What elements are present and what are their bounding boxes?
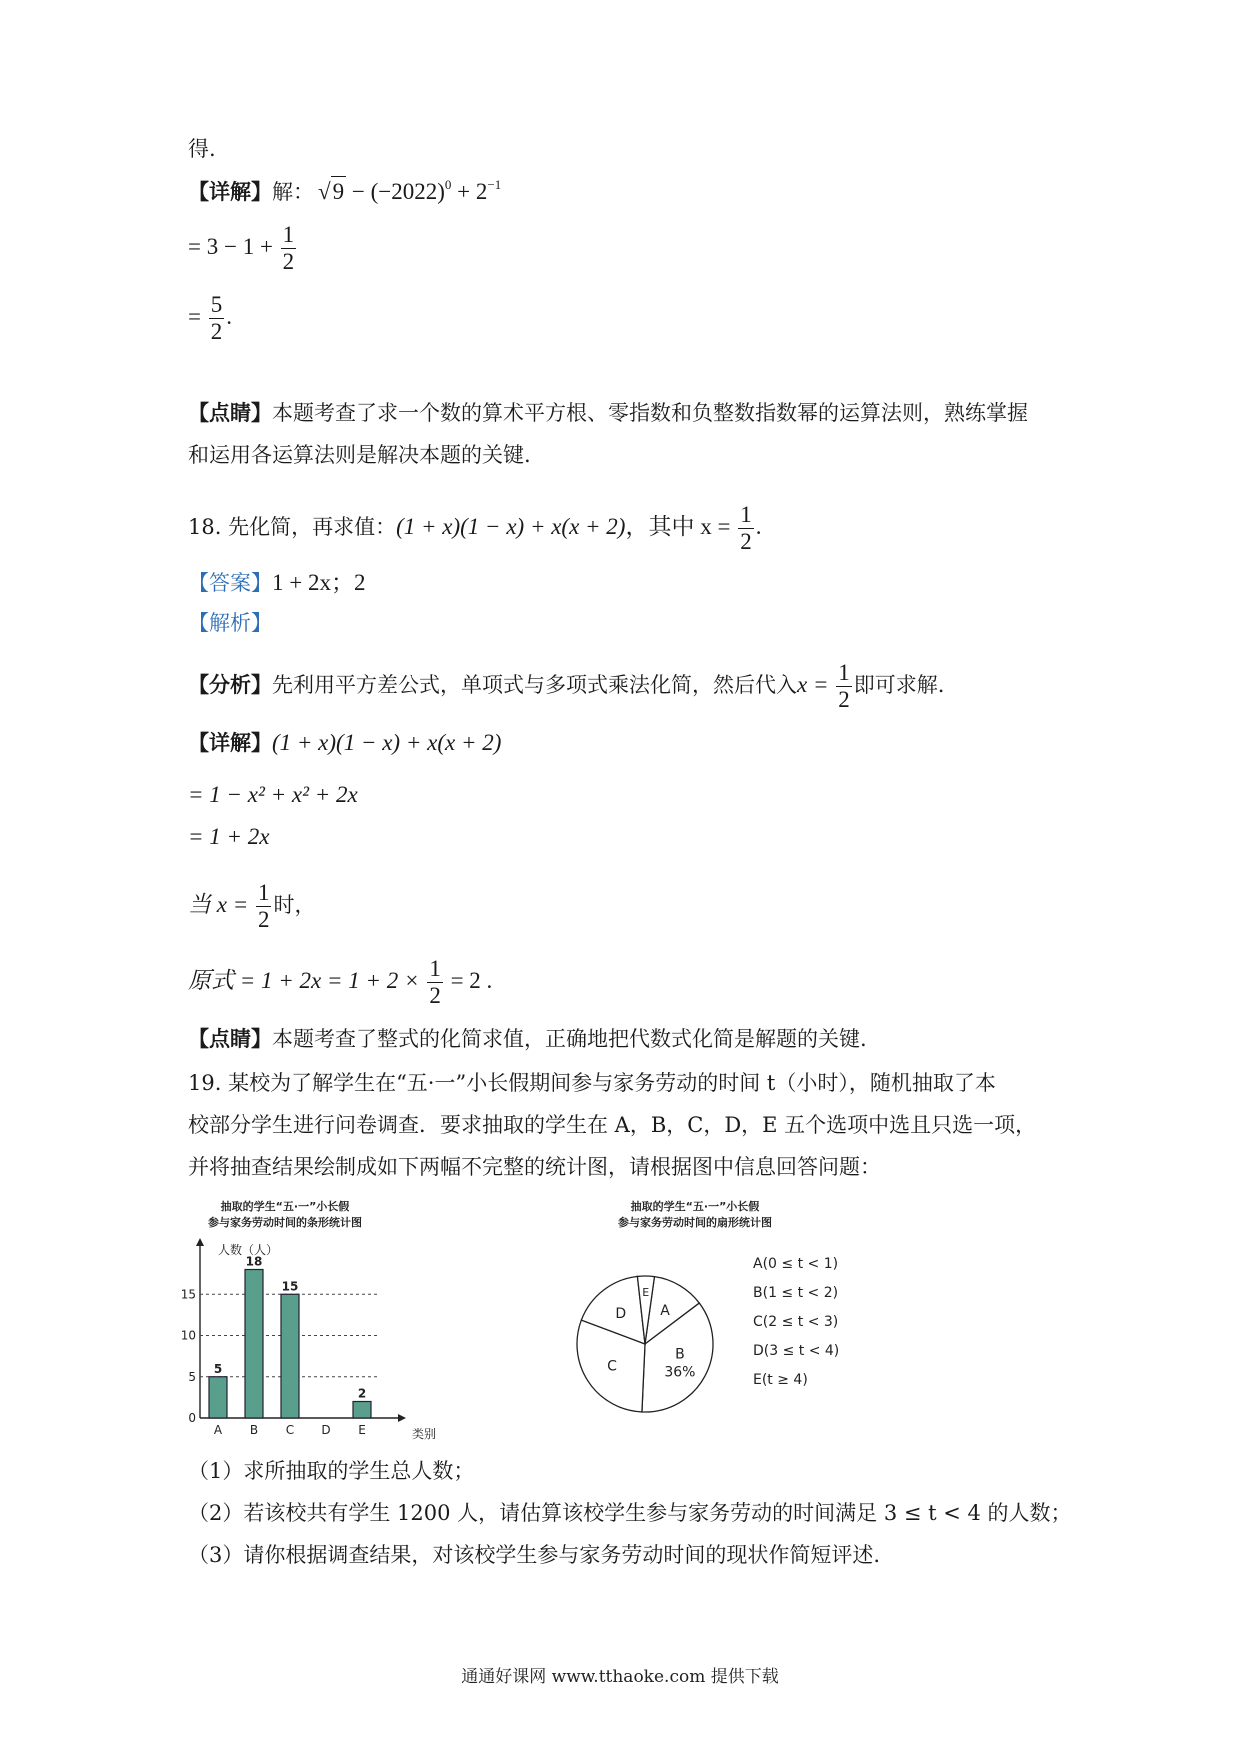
bar-data-label: 5	[213, 1361, 223, 1376]
detail-label: 【详解】	[188, 730, 272, 755]
bar-chart	[180, 1196, 460, 1446]
detail-intro: 解：	[272, 180, 314, 204]
fraction	[427, 956, 443, 1009]
step-text: =	[188, 304, 207, 329]
step-line	[188, 822, 270, 852]
detail-line	[188, 176, 501, 207]
question-condition: ，其中 x =	[625, 514, 737, 539]
question-condition: .	[755, 514, 762, 539]
numerator: 5	[210, 292, 223, 317]
y-axis-label: 人数（人）	[218, 1243, 279, 1257]
bar-data-label: 18	[245, 1254, 263, 1269]
detail-line	[188, 728, 501, 758]
pie-chart-figure	[575, 1196, 915, 1450]
bar-data-label: 2	[357, 1386, 367, 1401]
result-text: = 2 .	[444, 968, 493, 993]
numerator: 1	[257, 880, 270, 905]
step-text: .	[226, 304, 232, 329]
pie-slice-label: E	[642, 1285, 650, 1299]
denominator: 2	[740, 529, 752, 554]
text-line	[188, 134, 216, 164]
question-19-line	[188, 1152, 881, 1182]
sub-question-text: （2）若该校共有学生 1200 人，请估算该校学生参与家务劳动的时间满足 3 ≤ t < 4 的人数；	[188, 1501, 1072, 1525]
dianjing-text: 本题考查了求一个数的算术平方根、零指数和负整数指数幂的运算法则，熟练掌握	[272, 401, 1028, 425]
sub-question-3	[188, 1540, 880, 1570]
pie-legend-entry: A(0 ≤ t < 1)	[753, 1256, 839, 1272]
dianjing-label: 【点睛】	[188, 1026, 272, 1051]
dianjing-line	[188, 440, 531, 470]
step-text: = 3 − 1 +	[188, 234, 279, 259]
pie-slice-label: C	[607, 1358, 617, 1375]
answer-line	[188, 568, 365, 598]
jiexi-line	[188, 608, 272, 638]
denominator: 2	[838, 687, 850, 712]
page-footer: 通通好课网 www.tthaoke.com 提供下载	[461, 1667, 779, 1687]
pie-chart-title: 参与家务劳动时间的扇形统计图	[618, 1216, 772, 1229]
fraction	[256, 880, 272, 933]
when-line	[188, 880, 315, 933]
step-line	[188, 292, 232, 345]
fraction	[281, 222, 297, 275]
sub-question-text: （3）请你根据调查结果，对该校学生参与家务劳动时间的现状作简短评述.	[188, 1543, 881, 1567]
result-line	[188, 956, 492, 1009]
fenxi-text: 即可求解.	[853, 673, 945, 697]
sub-question-1	[188, 1456, 474, 1486]
pie-legend-entry: B(1 ≤ t < 2)	[753, 1285, 839, 1301]
answer-value: 1 + 2x；2	[272, 570, 366, 595]
denominator: 2	[210, 319, 223, 344]
question-number: 18.	[188, 515, 222, 539]
bar-chart-title: 抽取的学生“五·一”小长假	[220, 1200, 350, 1213]
bar-chart-title: 参与家务劳动时间的条形统计图	[208, 1216, 362, 1229]
fraction	[209, 292, 225, 345]
bar-data-label: 15	[281, 1279, 299, 1294]
denominator: 2	[429, 983, 441, 1008]
dianjing-text: 本题考查了整式的化简求值，正确地把代数式化简是解题的关键.	[272, 1027, 867, 1051]
sqrt-symbol: √9	[314, 176, 346, 207]
sub-question-text: （1）求所抽取的学生总人数；	[188, 1459, 475, 1483]
question-text: 先化简，再求值：	[228, 515, 397, 539]
dianjing-line	[188, 398, 1028, 428]
question-18	[188, 502, 761, 555]
x-tick-label: E	[358, 1423, 366, 1437]
pie-chart-title: 抽取的学生“五·一”小长假	[630, 1200, 760, 1213]
step-text: = 1 − x² + x² + 2x	[188, 782, 358, 807]
question-19-line	[188, 1068, 996, 1098]
when-text: 时，	[273, 893, 316, 917]
numerator: 1	[282, 222, 295, 247]
detail-expression: (1 + x)(1 − x) + x(x + 2)	[272, 730, 502, 755]
fenxi-text: 先利用平方差公式，单项式与多项式乘法化简，然后代入	[272, 673, 797, 697]
pie-slice-label: D	[615, 1305, 627, 1322]
numerator: 1	[429, 956, 441, 981]
x-tick-label: C	[285, 1423, 295, 1437]
pie-legend-entry: D(3 ≤ t < 4)	[753, 1343, 840, 1359]
expr-part: + 2	[451, 179, 488, 204]
dianjing-line	[188, 1024, 867, 1054]
pie-slice-label: B	[675, 1346, 685, 1363]
dianjing-label: 【点睛】	[188, 400, 272, 425]
fenxi-line	[188, 660, 944, 713]
question-text: 校部分学生进行问卷调查．要求抽取的学生在 A，B，C，D，E 五个选项中选且只选一项，	[188, 1113, 1037, 1137]
dianjing-text: 和运用各运算法则是解决本题的关键.	[188, 443, 531, 467]
x-axis-arrow	[398, 1414, 406, 1422]
question-19-line	[188, 1110, 1036, 1140]
pie-slice-label: A	[660, 1303, 670, 1320]
y-tick-label: 5	[188, 1369, 196, 1384]
bar-E	[353, 1402, 371, 1419]
x-tick-label: D	[321, 1423, 331, 1437]
fenxi-math: x =	[797, 672, 835, 697]
x-axis-label: 类别	[412, 1427, 437, 1441]
bar-A	[209, 1377, 227, 1418]
denominator: 2	[282, 249, 295, 274]
question-text: 19. 某校为了解学生在“五·一”小长假期间参与家务劳动的时间 t（小时），随机抽取了本	[188, 1071, 996, 1095]
x-tick-label: B	[249, 1423, 259, 1437]
exponent: −1	[487, 177, 502, 192]
denominator: 2	[257, 907, 270, 932]
bar-chart-figure	[180, 1196, 460, 1450]
math-expression	[314, 179, 501, 204]
expr-part: − (−2022)	[346, 179, 445, 204]
pie-legend-entry: E(t ≥ 4)	[753, 1372, 808, 1388]
step-text: = 1 + 2x	[188, 824, 270, 849]
sub-question-2	[188, 1498, 1072, 1528]
y-tick-label: 10	[180, 1328, 196, 1343]
numerator: 1	[838, 660, 850, 685]
pie-legend-entry: C(2 ≤ t < 3)	[753, 1314, 839, 1330]
exponent: 0	[444, 177, 452, 192]
numerator: 1	[740, 502, 752, 527]
fraction	[738, 502, 754, 555]
radicand: 9	[331, 176, 347, 207]
fraction	[836, 660, 852, 713]
y-tick-label: 0	[188, 1411, 196, 1425]
question-text: 并将抽查结果绘制成如下两幅不完整的统计图，请根据图中信息回答问题：	[188, 1155, 881, 1179]
y-tick-label: 15	[180, 1287, 196, 1302]
detail-label: 【详解】	[188, 179, 272, 204]
answer-label: 【答案】	[188, 571, 272, 595]
fenxi-label: 【分析】	[188, 672, 272, 697]
step-line	[188, 222, 298, 275]
pie-slice-percent: 36%	[664, 1364, 696, 1381]
question-expression: (1 + x)(1 − x) + x(x + 2)	[396, 514, 626, 539]
bar-B	[245, 1270, 263, 1419]
x-tick-label: A	[213, 1423, 223, 1437]
result-text: 原式 = 1 + 2x = 1 + 2 ×	[188, 968, 426, 993]
pie-chart	[575, 1196, 915, 1446]
text-de: 得.	[188, 137, 216, 161]
step-line	[188, 780, 358, 810]
y-axis-arrow	[196, 1238, 204, 1246]
when-text: 当 x =	[188, 892, 254, 917]
jiexi-label: 【解析】	[188, 611, 272, 635]
bar-C	[281, 1294, 299, 1418]
